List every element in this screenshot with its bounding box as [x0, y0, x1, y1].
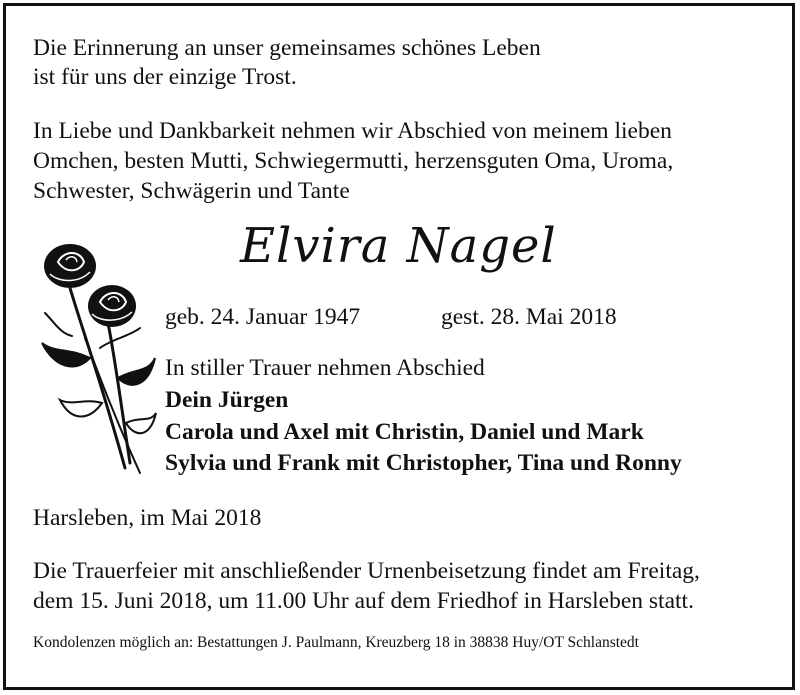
ceremony-line-2: dem 15. Juni 2018, um 11.00 Uhr auf dem Friedhof in Harsleben statt. — [33, 588, 694, 614]
condolences-note: Kondolenzen möglich an: Bestattungen J. Paulmann, Kreuzberg 18 in 38838 Huy/OT Schlanstedt — [33, 634, 639, 651]
mourner-name: Carola und Axel mit Christin, Daniel und Mark — [165, 419, 644, 445]
mourner-name: Sylvia und Frank mit Christopher, Tina und Ronny — [165, 450, 682, 476]
ceremony-line-1: Die Trauerfeier mit anschließender Urnenbeisetzung findet am Freitag, — [33, 558, 700, 584]
intro-line-2: ist für uns der einzige Trost. — [33, 64, 297, 90]
farewell-line-2: Omchen, besten Mutti, Schwiegermutti, herzensguten Oma, Uroma, — [33, 148, 674, 174]
place-date: Harsleben, im Mai 2018 — [33, 505, 262, 531]
farewell-line-3: Schwester, Schwägerin und Tante — [33, 178, 350, 204]
intro-line-1: Die Erinnerung an unser gemeinsames schönes Leben — [33, 35, 541, 61]
death-date: gest. 28. Mai 2018 — [441, 304, 617, 330]
deceased-name: Elvira Nagel — [240, 218, 557, 274]
birth-date: geb. 24. Januar 1947 — [165, 304, 361, 330]
mourner-name: Dein Jürgen — [165, 387, 289, 413]
farewell-line-1: In Liebe und Dankbarkeit nehmen wir Abschied von meinem lieben — [33, 118, 672, 144]
rose-icon — [30, 228, 160, 478]
mourners-heading: In stiller Trauer nehmen Abschied — [165, 355, 485, 381]
